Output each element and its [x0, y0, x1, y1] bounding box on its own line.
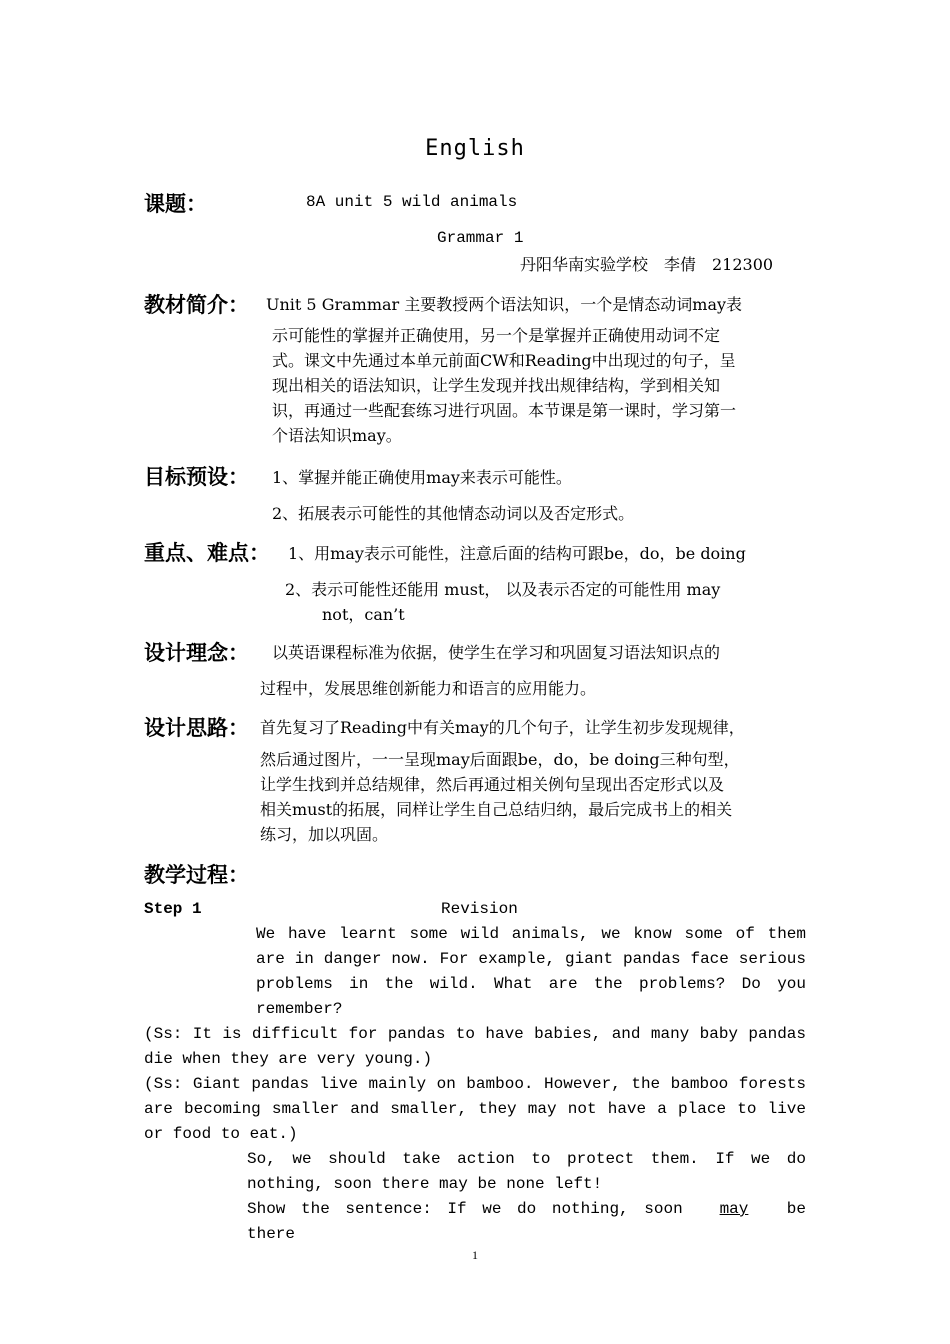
underlined-may: may	[719, 1200, 749, 1218]
intro-line: 式。课文中先通过本单元前面CW和Reading中出现过的句子，呈	[272, 351, 736, 370]
intro-line: 示可能性的掌握并正确使用，另一个是掌握并正确使用动词不定	[272, 326, 721, 345]
intro-line: 现出相关的语法知识，让学生发现并找出规律结构，学到相关知	[272, 376, 721, 395]
approach-line: 首先复习了Reading中有关may的几个句子，让学生初步发现规律，	[260, 718, 745, 737]
goal-item-1: 1、掌握并能正确使用may来表示可能性。	[272, 468, 572, 487]
answer-line: or food to eat.)	[144, 1125, 298, 1143]
show-sentence-line	[247, 1197, 806, 1247]
intro-label: 教材简介：	[144, 293, 249, 317]
answer-line: (Ss: It is difficult for pandas to have babies, and many baby pandas	[144, 1025, 806, 1043]
action-line: So, we should take action to protect them. If we do	[247, 1150, 806, 1168]
show-sentence-prefix: Show the sentence: If we do nothing, soon there	[247, 1200, 683, 1243]
show-sentence-end	[720, 1197, 806, 1247]
student-answer-1	[144, 1022, 806, 1072]
concept-line-1: 以英语课程标准为依据，使学生在学习和巩固复习语法知识点的	[272, 643, 721, 662]
concept-line-2: 过程中，发展思维创新能力和语言的应用能力。	[260, 679, 597, 698]
page-number: 1	[472, 1248, 478, 1262]
goal-item-2: 2、拓展表示可能性的其他情态动词以及否定形式。	[272, 504, 635, 523]
intro-line: Unit 5 Grammar 主要教授两个语法知识，一个是情态动词may表	[266, 295, 743, 314]
answer-line: die when they are very young.)	[144, 1050, 433, 1068]
revision-line: remember?	[256, 1000, 343, 1018]
topic-name: 8A unit 5 wild animals	[306, 193, 518, 211]
approach-line: 相关must的拓展，同样让学生自己总结归纳，最后完成书上的相关	[260, 800, 733, 819]
intro-line: 识，再通过一些配套练习进行巩固。本节课是第一课时，学习第一	[272, 401, 737, 420]
approach-line: 然后通过图片，一一呈现may后面跟be，do，be doing三种句型，	[260, 750, 740, 769]
answer-line: are becoming smaller and smaller, they may not have a place to live	[144, 1100, 806, 1118]
document-title: English	[425, 136, 525, 161]
approach-line: 练习，加以巩固。	[260, 825, 389, 844]
keypoint-item-2-cont: not，can’t	[322, 605, 405, 624]
keypoints-label: 重点、难点：	[144, 541, 270, 565]
approach-line: 让学生找到并总结规律，然后再通过相关例句呈现出否定形式以及	[260, 775, 725, 794]
revision-line: We have learnt some wild animals, we know some of them	[256, 925, 806, 943]
step-title: Revision	[441, 900, 518, 918]
show-sentence-suffix: be	[786, 1200, 806, 1218]
author-line: 丹阳华南实验学校 李倩 212300	[520, 255, 774, 274]
revision-line: are in danger now. For example, giant pandas face serious	[256, 950, 806, 968]
topic-label: 课题：	[144, 192, 207, 216]
student-answer-2	[144, 1072, 806, 1147]
intro-line: 个语法知识may。	[272, 426, 402, 445]
approach-body	[260, 747, 820, 847]
step-label: Step 1	[144, 900, 202, 918]
answer-line: (Ss: Giant pandas live mainly on bamboo. However, the bamboo forests	[144, 1075, 806, 1093]
action-paragraph	[247, 1147, 806, 1247]
goals-label: 目标预设：	[144, 465, 249, 489]
keypoint-item-1: 1、用may表示可能性，注意后面的结构可跟be，do，be doing	[288, 544, 746, 563]
topic-subtitle: Grammar 1	[437, 229, 524, 247]
process-label: 教学过程：	[144, 863, 249, 887]
approach-label: 设计思路：	[144, 716, 249, 740]
revision-line: problems in the wild. What are the problems? Do you	[256, 975, 806, 993]
intro-body	[272, 323, 812, 448]
keypoint-item-2: 2、表示可能性还能用 must， 以及表示否定的可能性用 may	[285, 580, 721, 599]
action-line: nothing, soon there may be none left!	[247, 1175, 603, 1193]
concept-label: 设计理念：	[144, 641, 249, 665]
revision-paragraph	[256, 922, 806, 1022]
